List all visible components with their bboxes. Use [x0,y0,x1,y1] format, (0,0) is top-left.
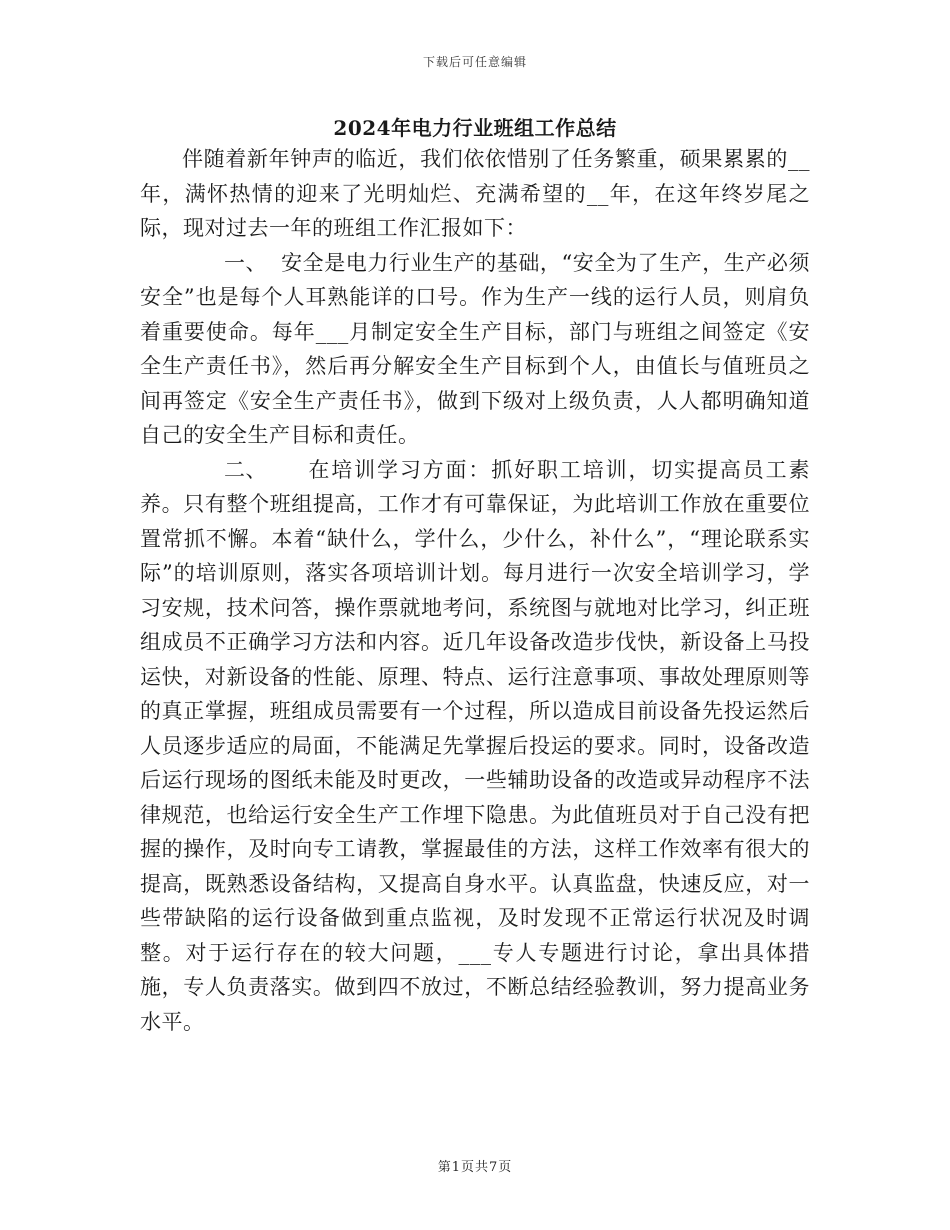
section-1-paragraph [140,246,810,453]
section-1-text: 安全是电力行业生产的基础，“安全为了生产，生产必须安全”也是每个人耳熟能详的口号。作为生产一线的运行人员，则肩负着重要使命。每年___月制定安全生产目标，部门与班组之间签定《安全生产责任书》，然后再分解安全生产目标到个人，由值长与值班员之间再签定《安全生产责任书》，做到下级对上级负责，人人都明确知道自己的安全生产目标和责任。 [140,250,810,447]
page-indicator: 第1页共7页 [437,1160,513,1175]
section-1-number: 一、 [224,250,267,275]
document-body [140,142,810,1039]
section-2-text: 在培训学习方面：抓好职工培训，切实提高员工素养。只有整个班组提高，工作才有可靠保证，为此培训工作放在重要位置常抓不懈。本着“缺什么，学什么，少什么，补什么”，“理论联系实际”的培训原则，落实各项培训计划。每月进行一次安全培训学习，学习安规，技术问答，操作票就地考问，系统图与就地对比学习，纠正班组成员不正确学习方法和内容。近几年设备改造步伐快，新设备上马投运快，对新设备的性能、原理、特点、运行注意事项、事故处理原则等的真正掌握，班组成员需要有一个过程，所以造成目前设备先投运然后人员逐步适应的局面，不能满足先掌握后投运的要求。同时，设备改造后运行现场的图纸未能及时更改，一些辅助设备的改造或异动程序不法律规范，也给运行安全生产工作埋下隐患。为此值班员对于自己没有把握的操作，及时向专工请教，掌握最佳的方法，这样工作效率有很大的提高，既熟悉设备结构，又提高自身水平。认真监盘，快速反应，对一些带缺陷的运行设备做到重点监视，及时发现不正常运行状况及时调整。对于运行存在的较大问题，___专人专题进行讨论，拿出具体措施，专人负责落实。做到四不放过，不断总结经验教训，努力提高业务水平。 [140,457,810,1034]
header-note: 下载后可任意编辑 [422,55,527,69]
section-2-number: 二、 [224,457,267,482]
section-2-paragraph [140,453,810,1040]
document-title: 2024年电力行业班组工作总结 [333,116,617,140]
intro-paragraph: 伴随着新年钟声的临近，我们依依惜别了任务繁重，硕果累累的__年，满怀热情的迎来了光明灿烂、充满希望的__年，在这年终岁尾之际，现对过去一年的班组工作汇报如下： [140,147,810,240]
